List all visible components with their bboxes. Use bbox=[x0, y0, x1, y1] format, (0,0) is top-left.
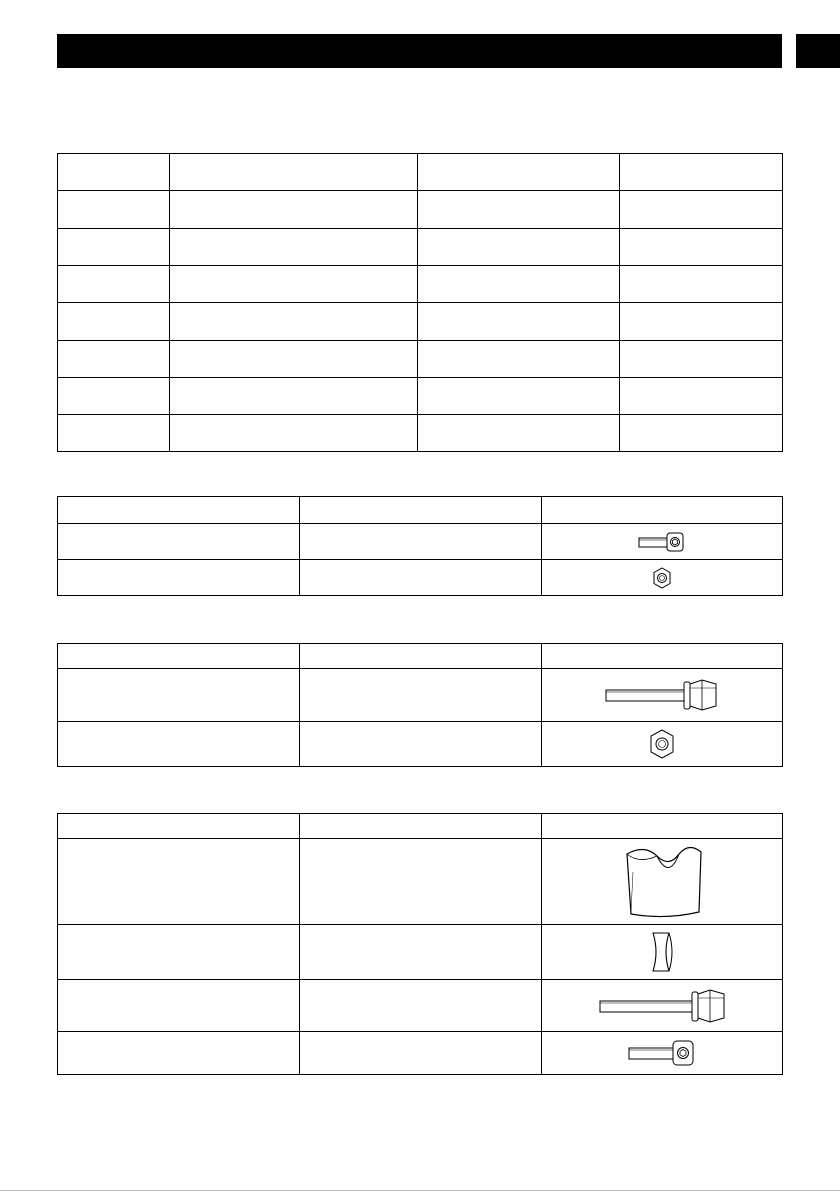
table-row bbox=[58, 814, 783, 839]
table-row bbox=[58, 644, 783, 669]
table-row bbox=[58, 1032, 783, 1075]
table-row bbox=[58, 722, 783, 767]
table-row bbox=[58, 925, 783, 980]
table-row bbox=[58, 229, 783, 266]
header-bar bbox=[57, 34, 782, 68]
socket-cap-screw-icon bbox=[637, 531, 687, 553]
parts-table bbox=[57, 153, 783, 452]
table-row bbox=[58, 560, 783, 596]
table-row bbox=[58, 839, 783, 925]
table-row bbox=[58, 524, 783, 560]
table-row bbox=[58, 497, 783, 524]
table-row bbox=[58, 415, 783, 452]
table-row bbox=[58, 303, 783, 341]
curved-spacer-icon bbox=[647, 929, 677, 975]
page-bottom-edge bbox=[0, 1190, 840, 1191]
table-row bbox=[58, 341, 783, 378]
socket-cap-screw-icon bbox=[627, 1039, 697, 1067]
header-tab bbox=[796, 34, 840, 68]
hex-flange-bolt-icon bbox=[596, 988, 728, 1024]
table-row bbox=[58, 266, 783, 303]
table-row bbox=[58, 980, 783, 1032]
hardware-table-2 bbox=[57, 643, 783, 767]
hardware-table-1 bbox=[57, 496, 783, 596]
table-row bbox=[58, 154, 783, 191]
hex-nut-icon bbox=[651, 566, 673, 590]
saddle-clamp-block-icon bbox=[617, 842, 707, 922]
table-row bbox=[58, 378, 783, 415]
table-row bbox=[58, 669, 783, 722]
table-row bbox=[58, 191, 783, 229]
hex-flange-bolt-icon bbox=[602, 678, 722, 712]
hex-nut-icon bbox=[648, 728, 676, 760]
hardware-table-3 bbox=[57, 813, 783, 1075]
